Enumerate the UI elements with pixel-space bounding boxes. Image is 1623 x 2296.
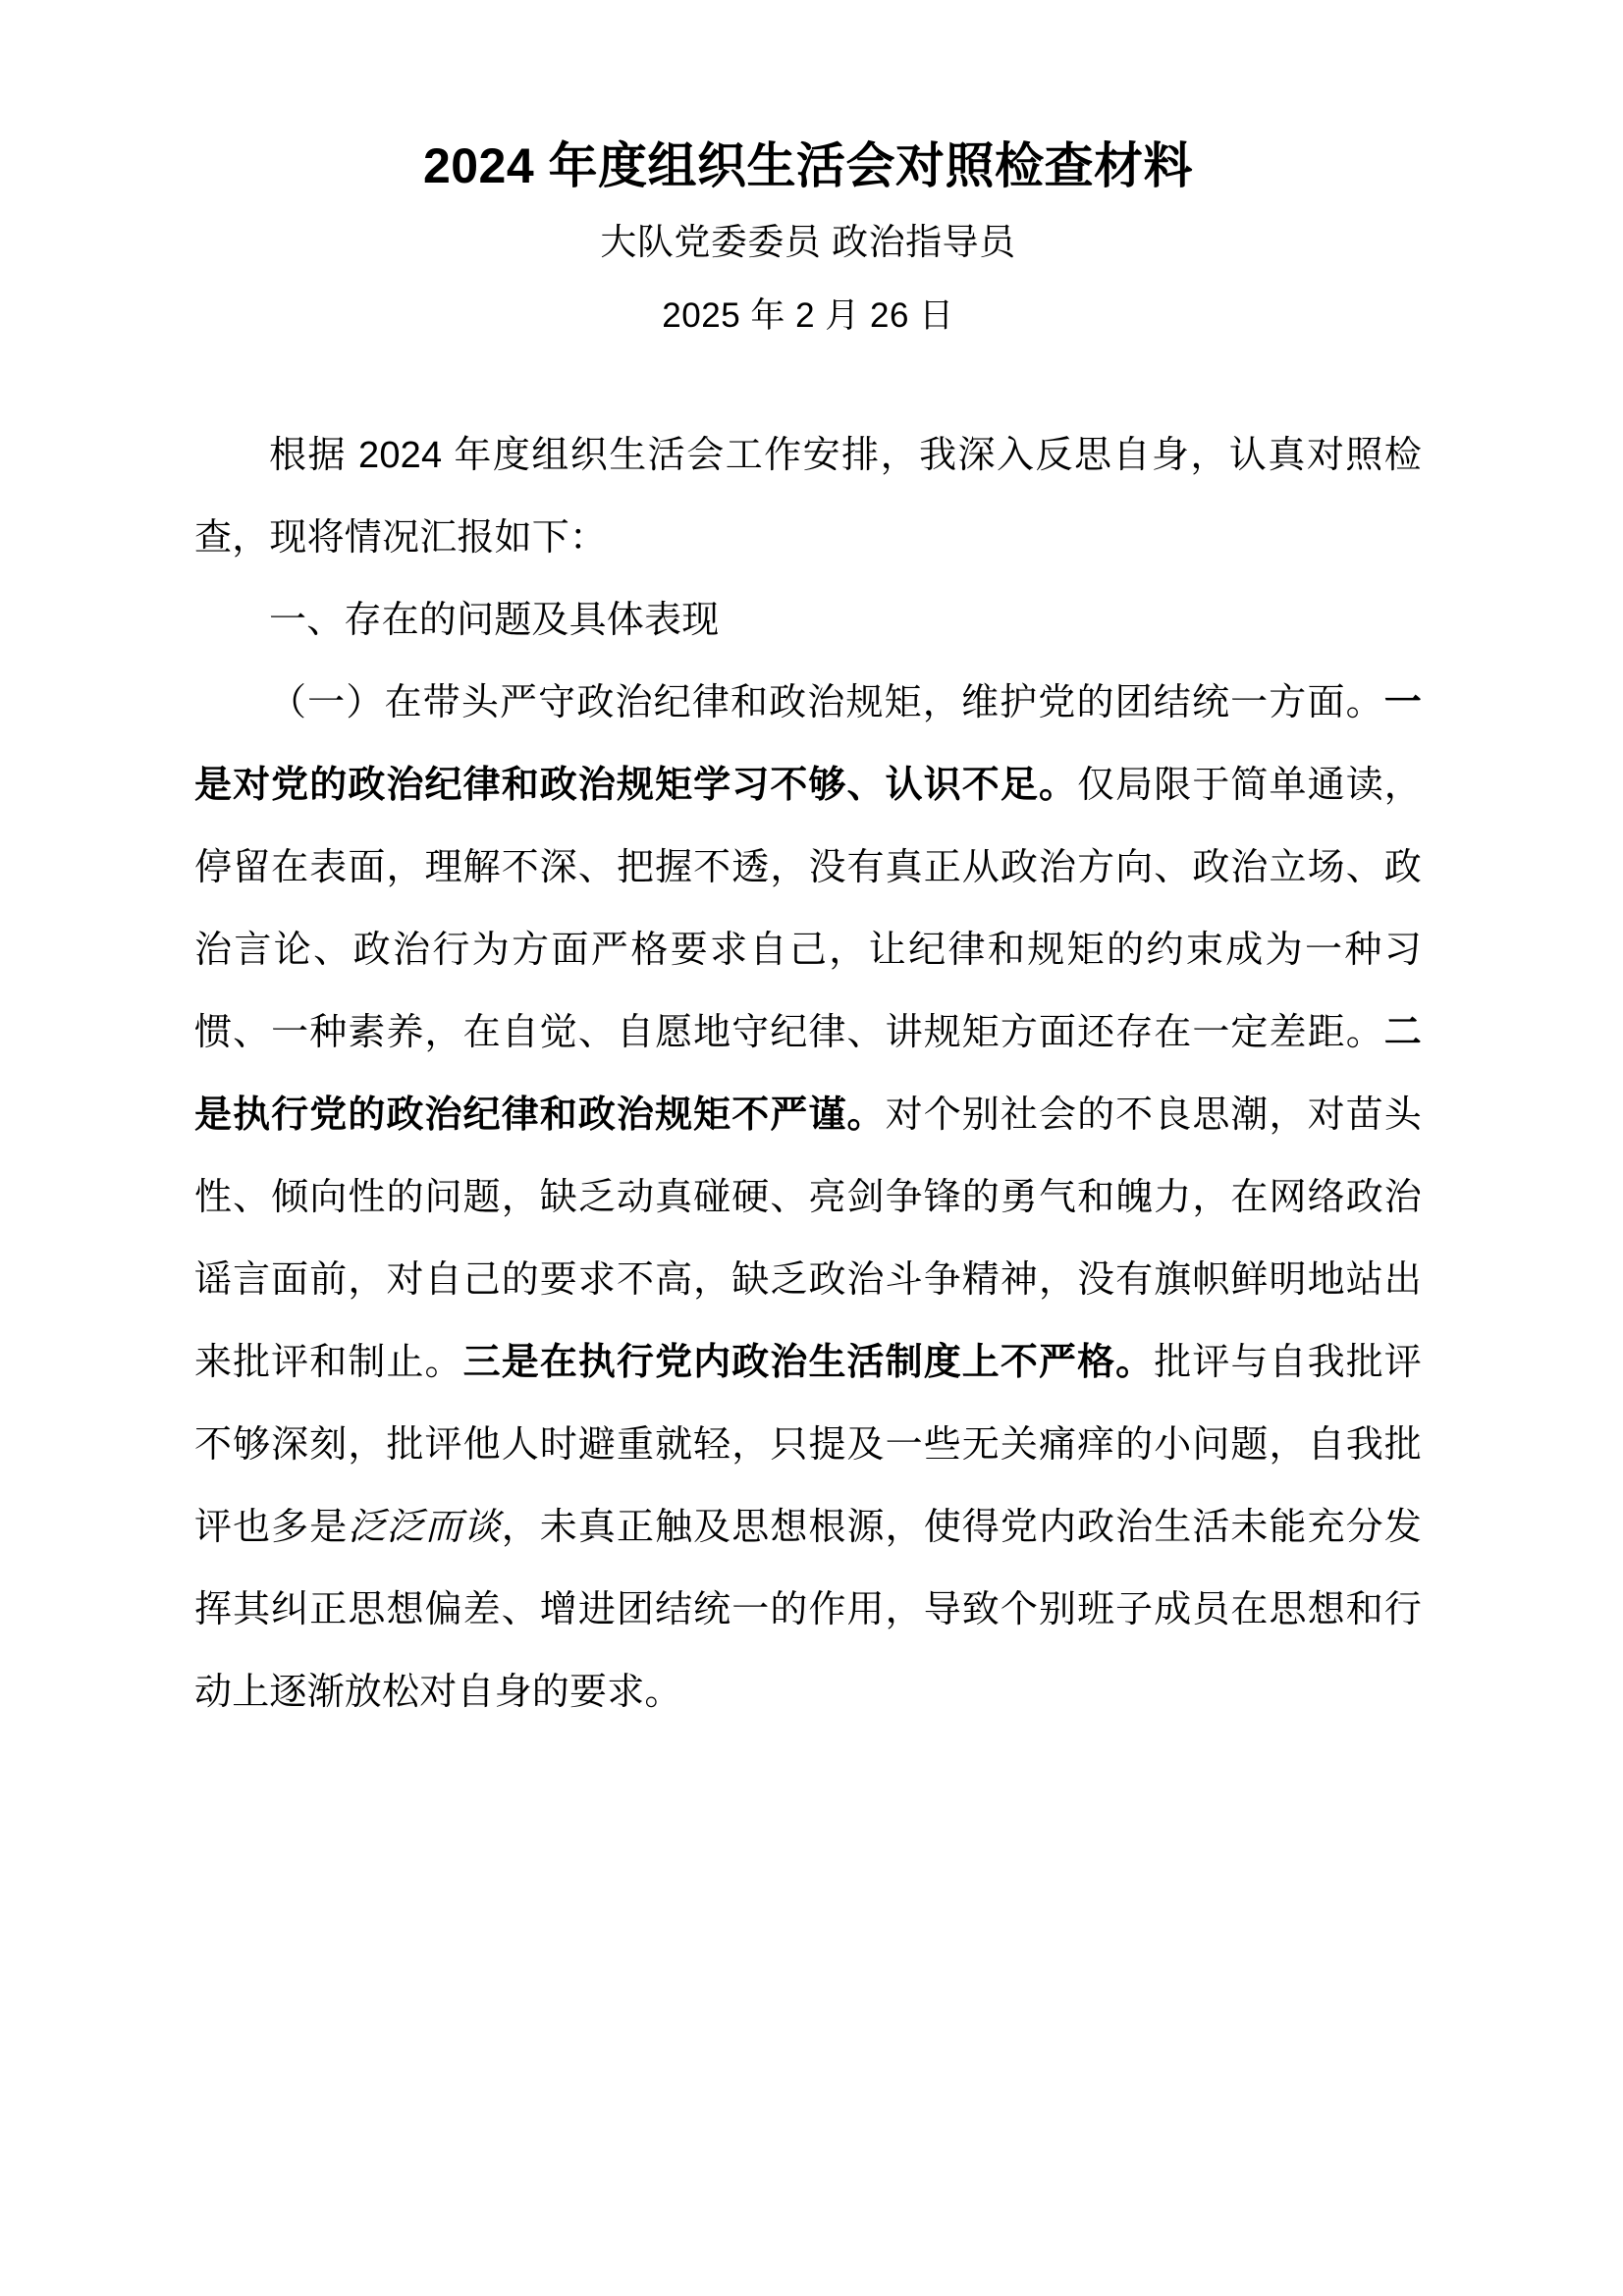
point-one-bold-lead: 一是对党的政治纪律和政治规矩学习不够、认识不足。: [194, 682, 1422, 807]
point-three-emphasis: 泛泛而谈: [348, 1507, 502, 1549]
point-three-bold-lead: 三是在执行党内政治生活制度上不严格。: [462, 1342, 1155, 1384]
subsection-one-paragraph: [194, 662, 1422, 1734]
document-date: 2025 年 2 月 26 日: [662, 295, 954, 335]
point-three-body-b: ，未真正触及思想根源，使得党内政治生活未能充分发挥其纠正思想偏差、增进团结统一的作用，导致个别班子成员在思想和行动上逐渐放松对自身的要求。: [194, 1507, 1422, 1714]
section-one-heading: 一、存在的问题及具体表现: [269, 600, 720, 642]
point-one-body: 仅局限于简单通读，停留在表面，理解不深、把握不透，没有真正从政治方向、政治立场、政治言论、政治行为方面严格要求自己，让纪律和规矩的约束成为一种习惯、一种素养，在自觉、自愿地守纪律、讲规矩方面还存在一定差距。: [194, 765, 1422, 1054]
point-two-bold-lead: 二是执行党的政治纪律和政治规矩不严谨。: [194, 1012, 1422, 1137]
document-content: [194, 0, 1422, 1734]
page-title: 2024 年度组织生活会对照检查材料: [422, 138, 1194, 193]
point-three-body-a: 批评与自我批评不够深刻，批评他人时避重就轻，只提及一些无关痛痒的小问题，自我批评也多是: [194, 1342, 1423, 1549]
document-subtitle: 大队党委委员 政治指导员: [600, 221, 1016, 262]
subsection-one-lead: （一）在带头严守政治纪律和政治规矩，维护党的团结统一方面。: [269, 682, 1384, 724]
document-body: [194, 414, 1422, 1734]
point-two-body: 对个别社会的不良思潮，对苗头性、倾向性的问题，缺乏动真碰硬、亮剑争锋的勇气和魄力，在网络政治谣言面前，对自己的要求不高，缺乏政治斗争精神，没有旗帜鲜明地站出来批评和制止。: [194, 1095, 1422, 1384]
intro-paragraph: 根据 2024 年度组织生活会工作安排，我深入反思自身，认真对照检查，现将情况汇报如下：: [194, 435, 1422, 560]
